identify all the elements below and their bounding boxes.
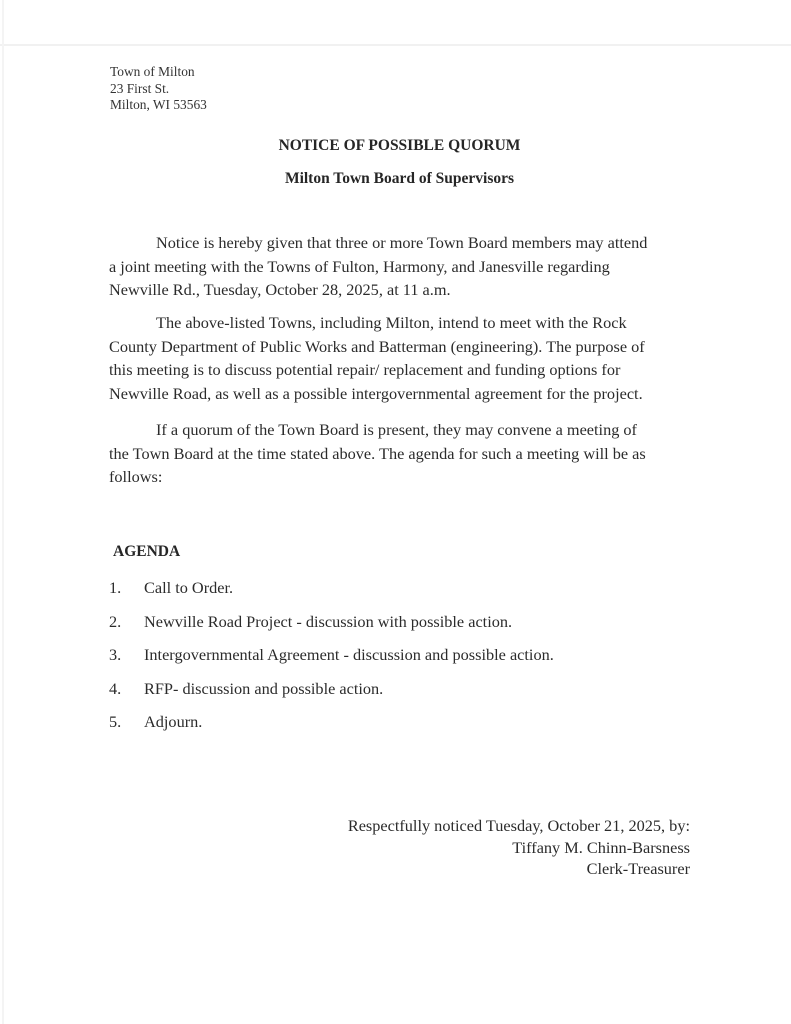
paragraph-line: Notice is hereby given that three or more Town Board members may attend	[156, 233, 648, 252]
paragraph-quorum	[109, 418, 689, 489]
paragraph-line: County Department of Public Works and Batterman (engineering). The purpose of	[109, 336, 645, 356]
agenda-item-text: Adjourn.	[144, 712, 203, 731]
agenda-item-number: 4.	[109, 678, 122, 698]
agenda-item-number: 5.	[109, 712, 122, 731]
paragraph-meeting-purpose	[109, 311, 689, 405]
agenda-item-number: 3.	[109, 645, 122, 664]
agenda-item-number: 2.	[109, 611, 122, 631]
agenda-item	[109, 645, 554, 679]
notice-title: NOTICE OF POSSIBLE QUORUM	[278, 137, 521, 154]
sender-street: 23 First St.	[110, 80, 170, 96]
paragraph-line: Newville Road, as well as a possible intergovernmental agreement for the project.	[109, 383, 643, 403]
sender-address	[110, 64, 207, 114]
signature-block	[348, 815, 690, 880]
agenda-item	[109, 578, 554, 612]
signer-role: Clerk-Treasurer	[586, 859, 690, 878]
paragraph-meeting-notice	[109, 231, 689, 302]
paragraph-line: The above-listed Towns, including Milton, intend to meet with the Rock	[156, 313, 627, 332]
agenda-item-number: 1.	[109, 578, 122, 597]
agenda-item-text: Call to Order.	[144, 578, 234, 597]
agenda-item-text: Newville Road Project - discussion with possible action.	[144, 611, 513, 631]
agenda-item-text: RFP- discussion and possible action.	[144, 678, 384, 698]
agenda-item	[109, 712, 554, 746]
paragraph-line: the Town Board at the time stated above. The agenda for such a meeting will be as	[109, 443, 646, 463]
sender-name: Town of Milton	[110, 64, 195, 79]
agenda-heading: AGENDA	[113, 543, 181, 560]
agenda-item	[109, 679, 554, 713]
sender-city-state-zip: Milton, WI 53563	[110, 97, 207, 112]
notice-date-line: Respectfully noticed Tuesday, October 21, 2025, by:	[347, 816, 690, 835]
agenda-item-text: Intergovernmental Agreement - discussion and possible action.	[144, 645, 554, 664]
agenda-list	[109, 578, 554, 746]
scan-artifact-horizontal	[0, 44, 791, 46]
paragraph-line: a joint meeting with the Towns of Fulton, Harmony, and Janesville regarding	[109, 256, 610, 276]
agenda-item	[109, 612, 554, 646]
paragraph-line: Newville Rd., Tuesday, October 28, 2025, at 11 a.m.	[109, 280, 451, 299]
notice-subtitle: Milton Town Board of Supervisors	[284, 170, 515, 187]
signer-name: Tiffany M. Chinn-Barsness	[512, 837, 690, 857]
paragraph-line: this meeting is to discuss potential repair/ replacement and funding options for	[109, 360, 621, 379]
paragraph-line: If a quorum of the Town Board is present, they may convene a meeting of	[156, 420, 637, 439]
paragraph-line: follows:	[109, 467, 163, 486]
